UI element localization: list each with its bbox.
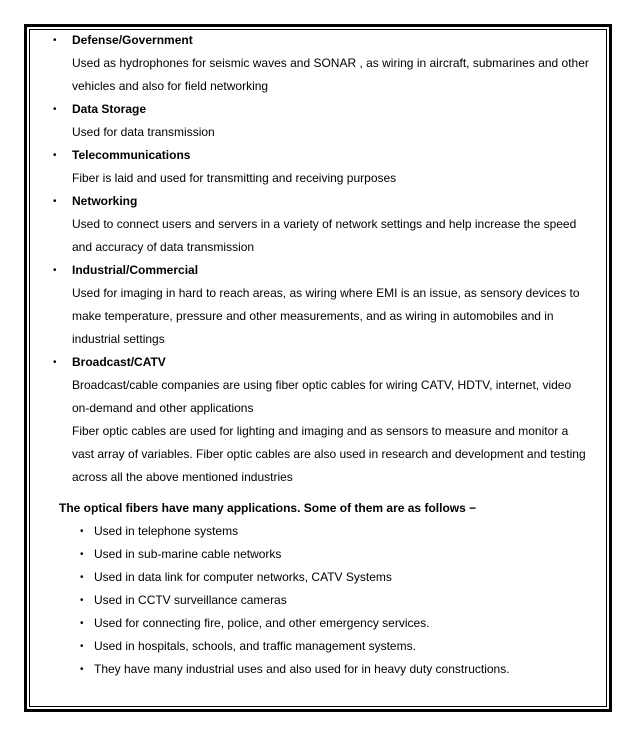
document-body [50, 29, 590, 681]
application-description: Used as hydrophones for seismic waves and SONAR , as wiring in aircraft, submarines and other vehicles and also for field networking [72, 56, 589, 93]
bullet-icon: • [80, 664, 84, 675]
list-item-text: Used in hospitals, schools, and traffic management systems. [94, 639, 416, 653]
applications-heading: The optical fibers have many applications. Some of them are as follows − [59, 501, 477, 515]
application-description: Used to connect users and servers in a variety of network settings and help increase the speed and accuracy of data transmission [72, 217, 577, 254]
application-description: Broadcast/cable companies are using fiber optic cables for wiring CATV, HDTV, internet, video on-demand and other applications [72, 378, 572, 415]
application-item-telecommunications [50, 144, 590, 190]
list-item [74, 566, 590, 589]
list-item-text: Used for connecting fire, police, and other emergency services. [94, 616, 430, 630]
bullet-icon: • [80, 549, 84, 560]
application-description: Fiber is laid and used for transmitting and receiving purposes [72, 171, 397, 185]
bullet-icon: • [80, 595, 84, 606]
bullet-icon: • [53, 104, 57, 115]
list-item [74, 520, 590, 543]
application-title: Broadcast/CATV [72, 355, 166, 369]
list-item-text: Used in CCTV surveillance cameras [94, 593, 287, 607]
application-title: Industrial/Commercial [72, 263, 199, 277]
application-item-industrial [50, 259, 590, 351]
list-item-text: Used in sub-marine cable networks [94, 547, 282, 561]
application-title: Data Storage [72, 102, 147, 116]
bullet-icon: • [80, 618, 84, 629]
bullet-icon: • [53, 150, 57, 161]
application-title: Telecommunications [72, 148, 191, 162]
application-item-data-storage [50, 98, 590, 144]
application-item-networking [50, 190, 590, 259]
list-item [74, 658, 590, 681]
bullet-icon: • [80, 526, 84, 537]
list-item [74, 635, 590, 658]
uses-list [50, 520, 590, 681]
list-item-text: Used in telephone systems [94, 524, 239, 538]
bullet-icon: • [80, 572, 84, 583]
application-title: Defense/Government [72, 33, 193, 47]
bullet-icon: • [53, 196, 57, 207]
list-item [74, 543, 590, 566]
list-item [74, 589, 590, 612]
bullet-icon: • [80, 641, 84, 652]
application-description: Used for imaging in hard to reach areas, as wiring where EMI is an issue, as sensory devices to make temperature, pressure and other measurements, and as wiring in automobiles and in industrial settings [72, 286, 580, 346]
bullet-icon: • [53, 357, 57, 368]
list-item [74, 612, 590, 635]
bullet-icon: • [53, 35, 57, 46]
bullet-icon: • [53, 265, 57, 276]
list-item-text: They have many industrial uses and also used for in heavy duty constructions. [94, 662, 510, 676]
application-description: Used for data transmission [72, 125, 215, 139]
application-item-broadcast [50, 351, 590, 420]
application-item-defense [50, 29, 590, 98]
list-item-text: Used in data link for computer networks, CATV Systems [94, 570, 392, 584]
fiber-uses-paragraph: Fiber optic cables are used for lighting and imaging and as sensors to measure and monitor a vast array of variables. Fiber optic cables are also used in research and development and testing across all the above mentioned industries [72, 424, 586, 484]
application-title: Networking [72, 194, 138, 208]
